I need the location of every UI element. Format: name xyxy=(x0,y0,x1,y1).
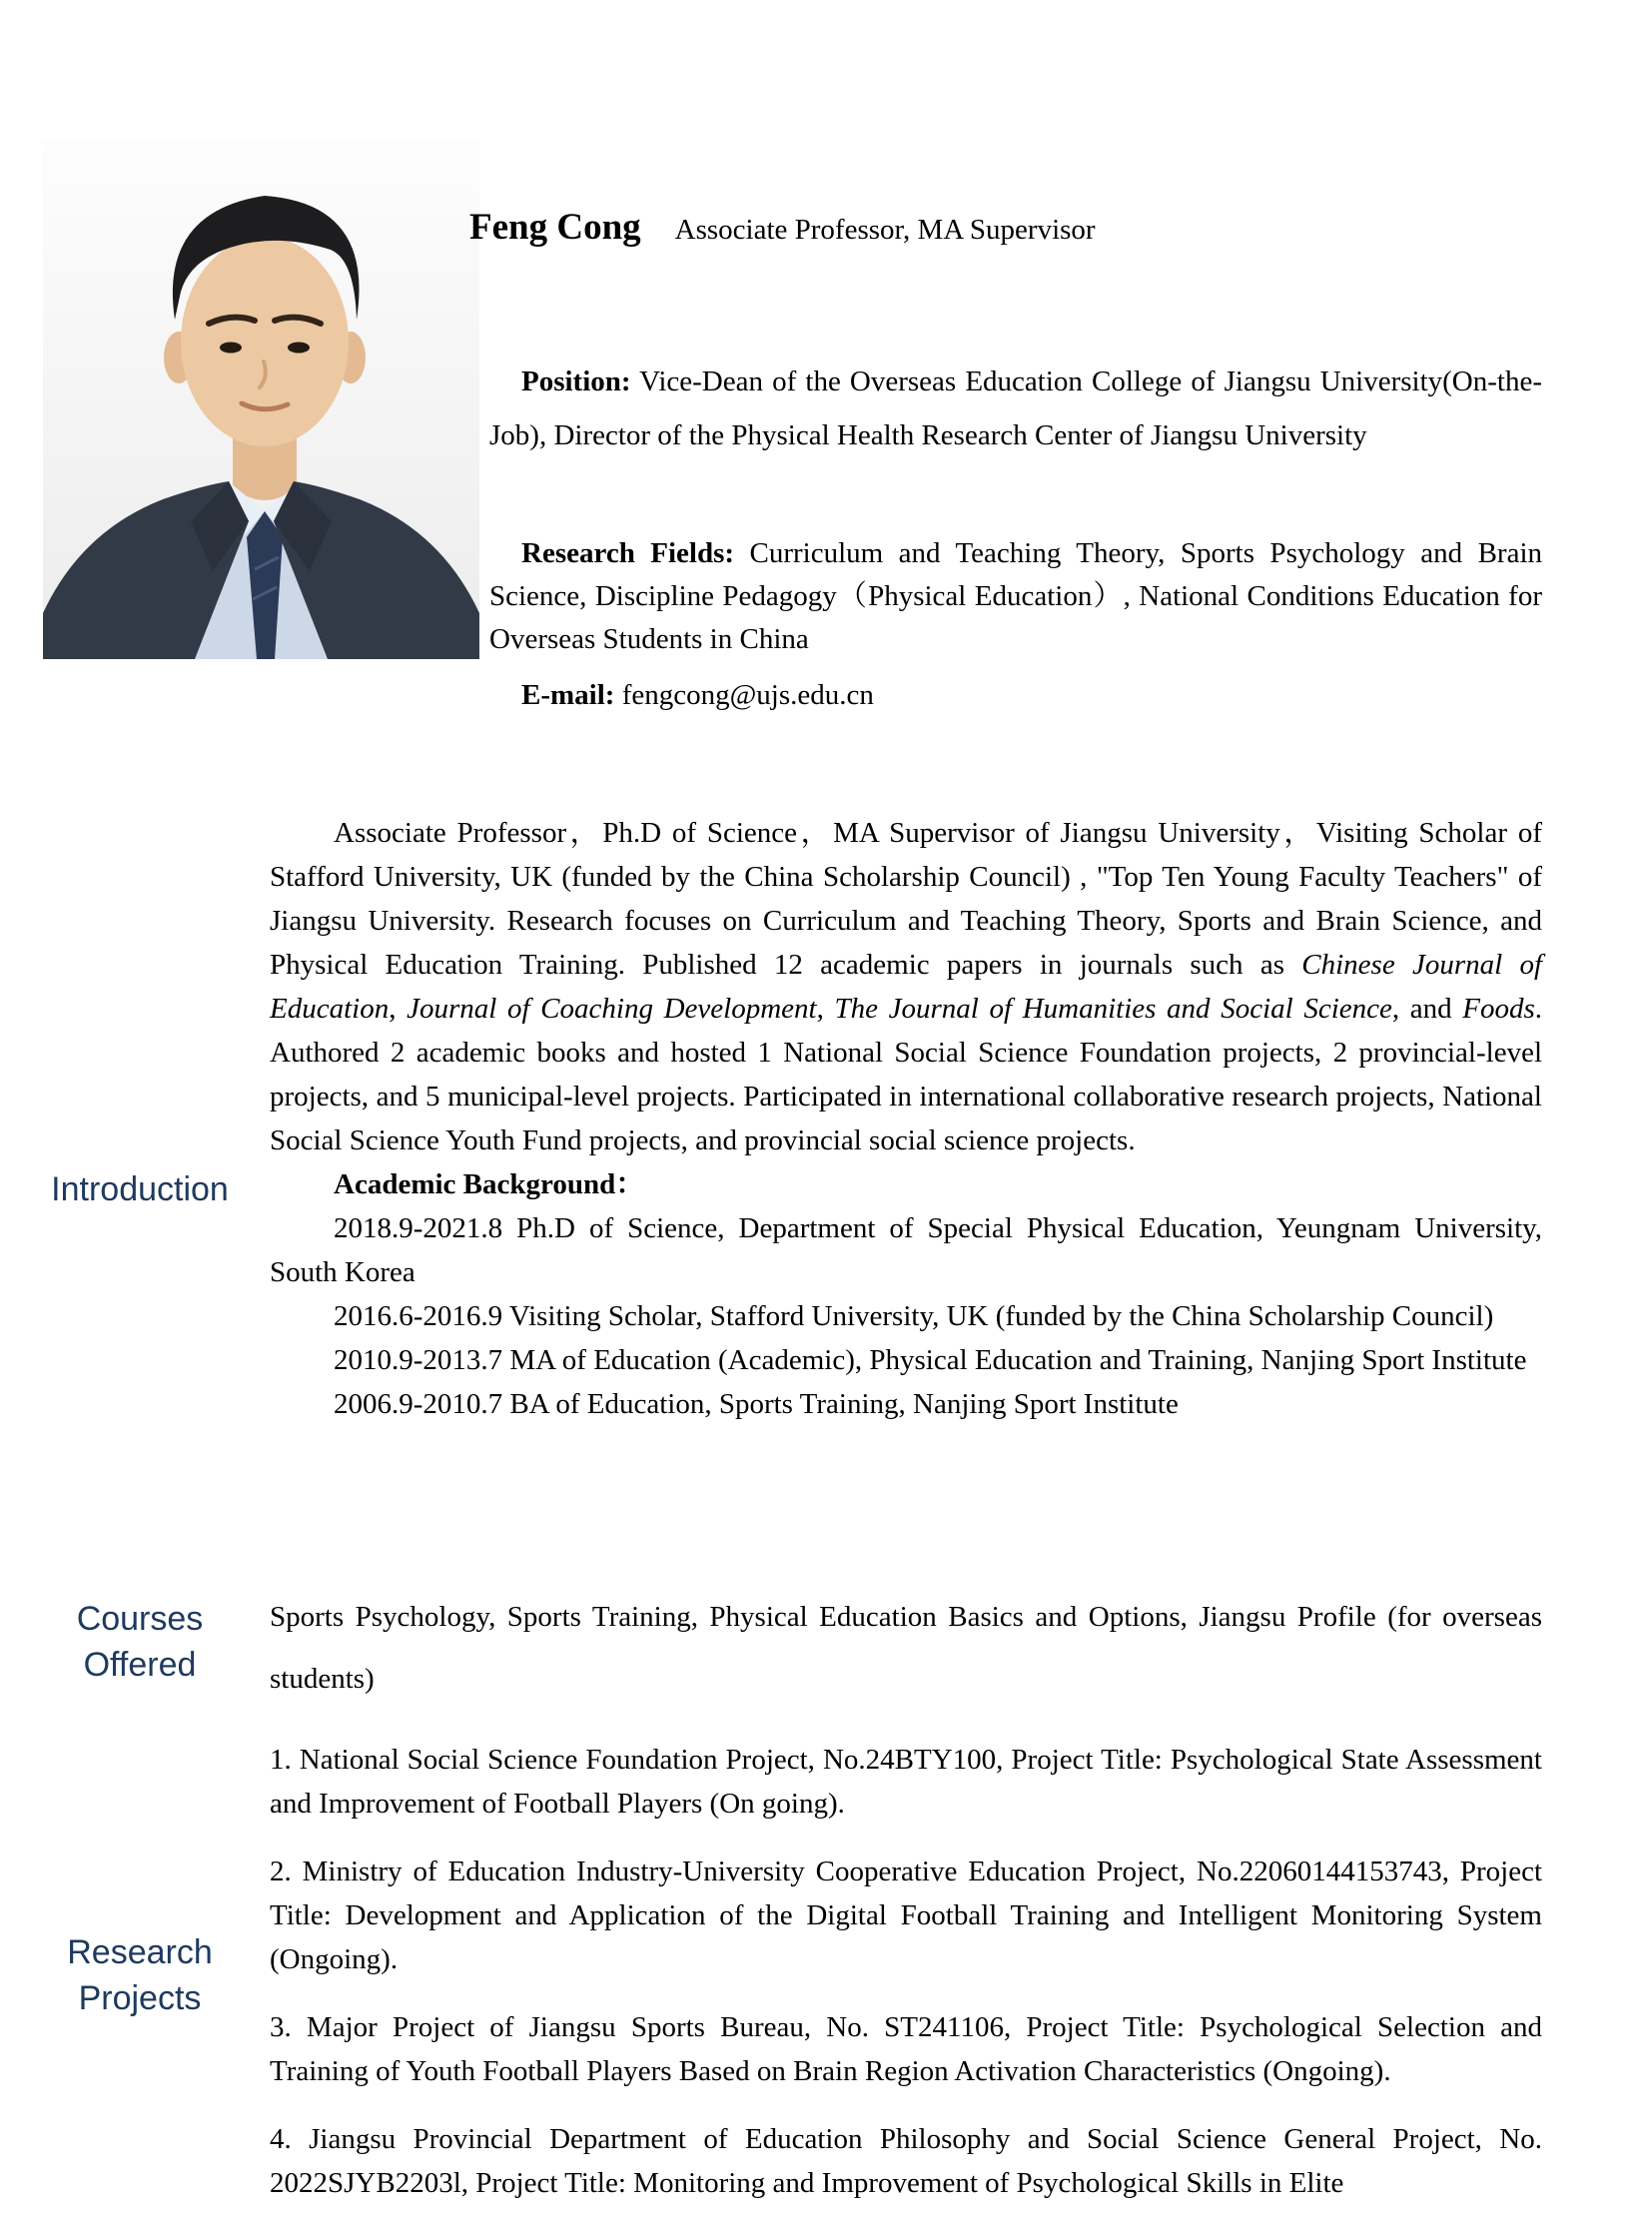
position-text: Vice-Dean of the Overseas Education College of Jiangsu University(On-the-Job), Director of the Physical Health Research Center of Jiangsu University xyxy=(489,366,1542,451)
research-fields-text: Curriculum and Teaching Theory, Sports Psychology and Brain Science, Discipline Pedagogy（Physical Education）, National Conditions Education for Overseas Students in China xyxy=(489,537,1542,655)
project-item: 3. Major Project of Jiangsu Sports Bureau, No. ST241106, Project Title: Psychological Selection and Training of Youth Football Players Based on Brain Region Activation Characteristics (Ongoing). xyxy=(270,2011,1542,2087)
introduction-paragraph: Associate Professor，Ph.D of Science，MA Supervisor of Jiangsu University，Visiting Scholar of Stafford University, UK (funded by the China Scholarship Council) , "Top Ten Young Faculty Teachers" of Jiangsu University. Research focuses on Curriculum and Teaching Theory, Sports and Brain Science, and Physical Education Training. Published 12 academic papers in journals such as Chinese Journal of Education, Journal of Coaching Development, The Journal of Humanities and Social Science, and Foods. Authored 2 academic books and hosted 1 National Social Science Foundation projects, 2 provincial-level projects, and 5 municipal-level projects. Participated in international collaborative research projects, National Social Science Youth Fund projects, and provincial social science projects. xyxy=(270,817,1543,1156)
email-value: fengcong@ujs.edu.cn xyxy=(614,679,874,711)
section-label-introduction: Introduction xyxy=(51,1170,229,1208)
professor-name: Feng Cong xyxy=(469,207,641,248)
portrait-photo xyxy=(43,140,479,659)
courses-offered-text: Sports Psychology, Sports Training, Physical Education Basics and Options, Jiangsu Profile (for overseas students) xyxy=(270,1601,1542,1695)
courses-label-line2: Offered xyxy=(83,1646,197,1684)
research-fields-label: Research Fields: xyxy=(521,537,735,569)
position-label: Position: xyxy=(521,366,631,397)
academic-entry: 2016.6-2016.9 Visiting Scholar, Stafford University, UK (funded by the China Scholarship Council) xyxy=(334,1300,1494,1332)
projects-label-line1: Research xyxy=(67,1933,213,1971)
professor-title: Associate Professor, MA Supervisor xyxy=(674,214,1096,246)
header xyxy=(469,206,1096,249)
courses-label-line1: Courses xyxy=(76,1600,204,1638)
section-label-research-projects xyxy=(18,1929,262,2021)
portrait-illustration xyxy=(43,140,479,659)
academic-background-heading: Academic Background： xyxy=(334,1168,645,1200)
email-line xyxy=(489,674,1542,717)
project-item: 2. Ministry of Education Industry-University Cooperative Education Project, No.22060144153743, Project Title: Development and Application of the Digital Football Training and Intelligent Monitoring System (Ongoing). xyxy=(270,1856,1542,1975)
research-fields-paragraph xyxy=(489,532,1542,661)
academic-entry: 2018.9-2021.8 Ph.D of Science, Department of Special Physical Education, Yeungnam University, South Korea xyxy=(270,1212,1542,1288)
email-label: E-mail: xyxy=(521,679,615,711)
project-item: 4. Jiangsu Provincial Department of Education Philosophy and Social Science General Project, No. 2022SJYB2203l, Project Title: Monitoring and Improvement of Psychological Skills in Elite xyxy=(270,2123,1542,2199)
academic-entry: 2006.9-2010.7 BA of Education, Sports Training, Nanjing Sport Institute xyxy=(334,1388,1179,1420)
project-item: 1. National Social Science Foundation Project, No.24BTY100, Project Title: Psychological State Assessment and Improvement of Football Players (On going). xyxy=(270,1744,1542,1820)
research-projects-content xyxy=(270,1738,1542,2229)
position-paragraph xyxy=(489,355,1542,462)
section-label-courses-offered xyxy=(18,1596,262,1688)
introduction-content xyxy=(270,811,1542,1426)
academic-entry: 2010.9-2013.7 MA of Education (Academic), Physical Education and Training, Nanjing Sport Institute xyxy=(334,1344,1527,1376)
projects-label-line2: Projects xyxy=(78,1979,202,2017)
